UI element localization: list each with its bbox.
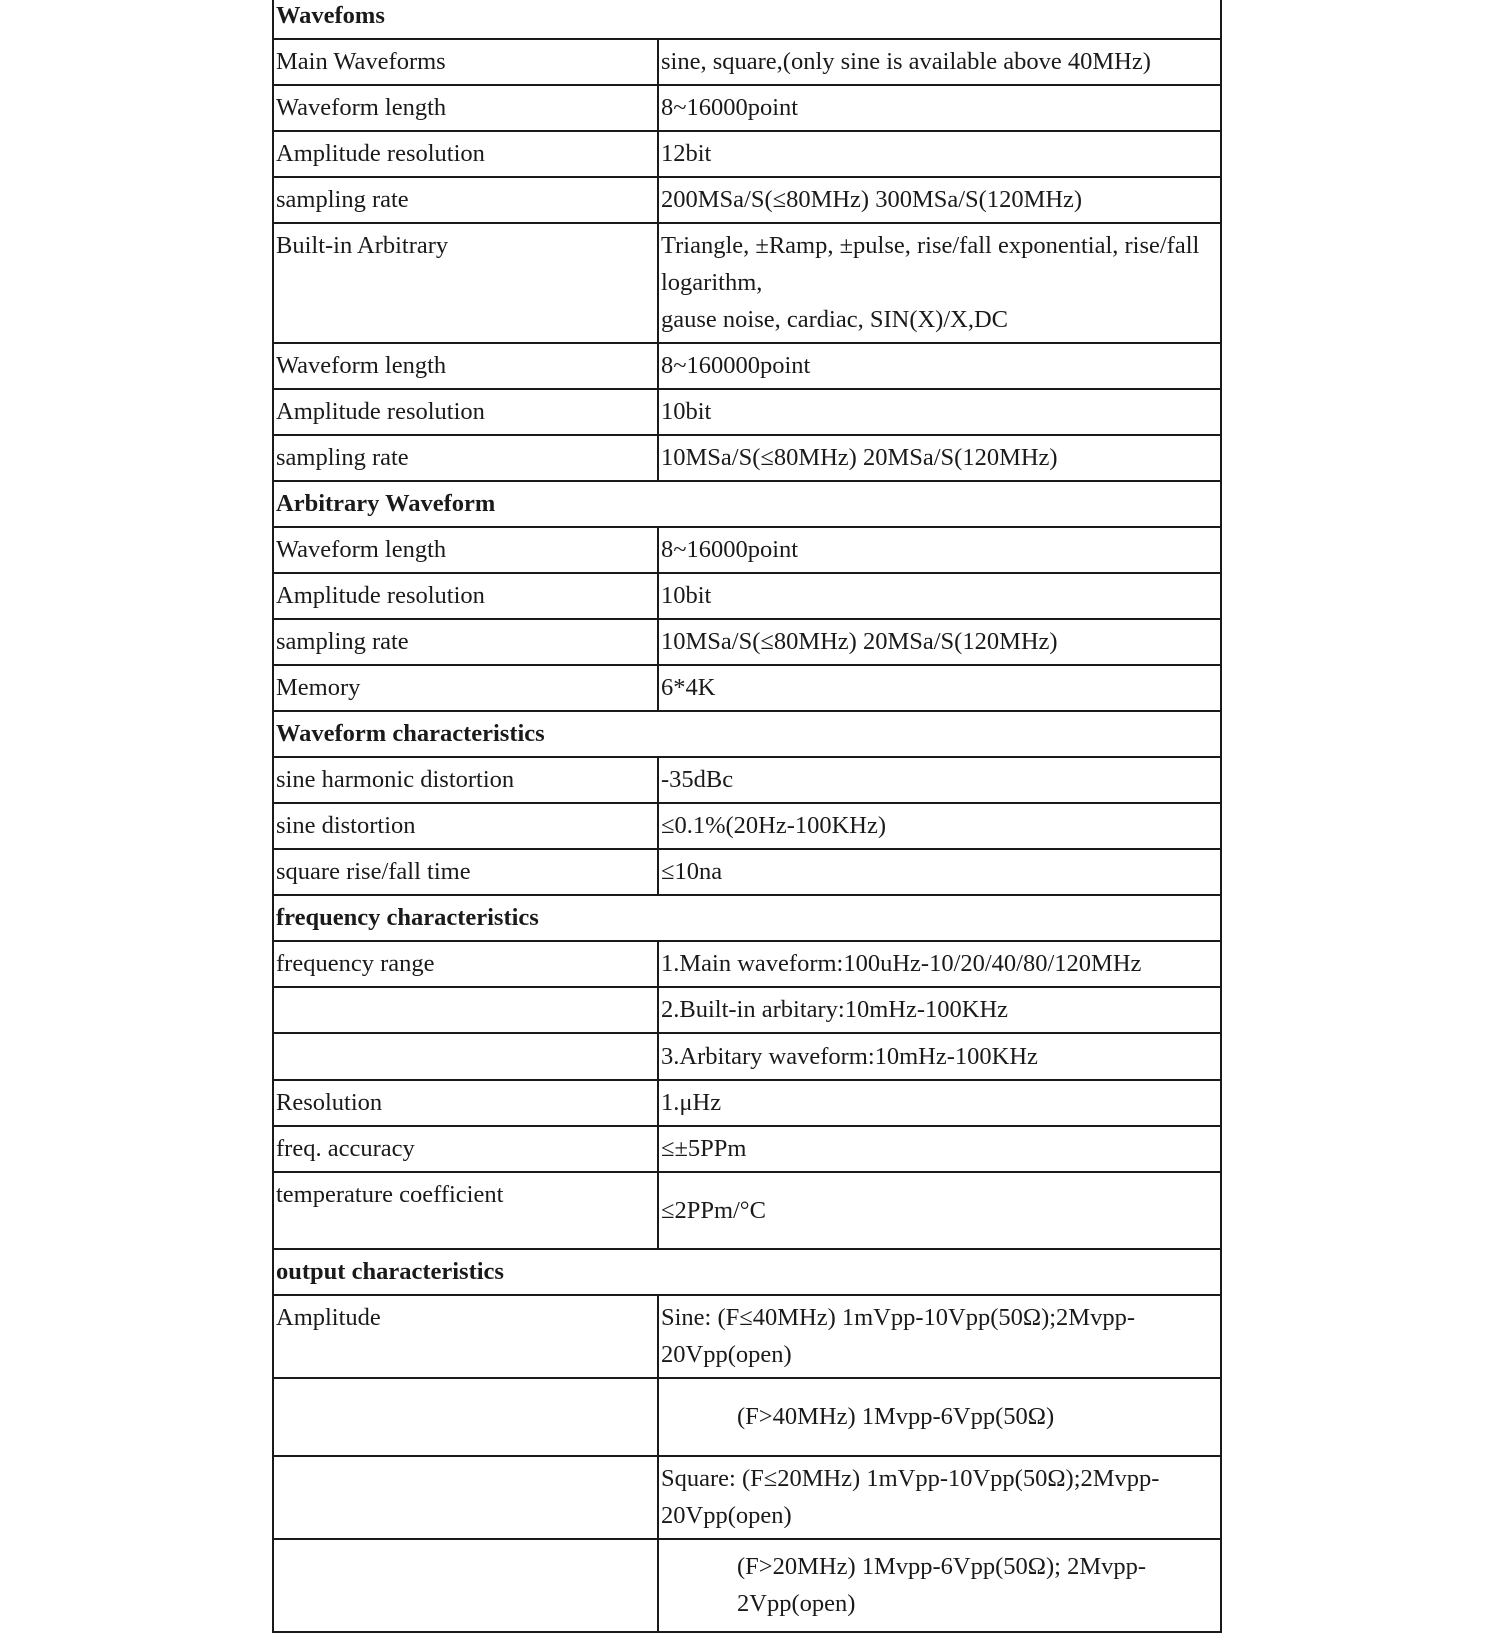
spec-row xyxy=(273,665,1221,711)
spec-row xyxy=(273,1378,1221,1456)
spec-label xyxy=(273,1456,658,1539)
spec-label: Amplitude xyxy=(273,1295,658,1378)
spec-value-line: 3.Arbitary waveform:10mHz-100KHz xyxy=(661,1042,1038,1070)
section-title: Waveform characteristics xyxy=(273,711,1221,757)
spec-value-line: 8~16000point xyxy=(661,536,799,563)
spec-row xyxy=(273,1126,1221,1172)
spec-value xyxy=(658,343,1221,389)
spec-value-line: 20Vpp(open) xyxy=(661,1341,792,1368)
spec-value xyxy=(658,39,1221,85)
spec-value xyxy=(658,849,1221,895)
spec-value xyxy=(658,619,1221,665)
spec-label: square rise/fall time xyxy=(273,849,658,895)
spec-label: temperature coefficient xyxy=(273,1172,658,1249)
spec-label: Waveform length xyxy=(273,343,658,389)
spec-value-line: (F>40MHz) 1Mvpp-6Vpp(50Ω) xyxy=(737,1403,1055,1430)
spec-row xyxy=(273,941,1221,987)
spec-value xyxy=(658,757,1221,803)
spec-value-line: (F>20MHz) 1Mvpp-6Vpp(50Ω); 2Mvpp- xyxy=(737,1553,1147,1580)
section-title: frequency characteristics xyxy=(273,895,1221,941)
spec-row xyxy=(273,389,1221,435)
spec-label: freq. accuracy xyxy=(273,1126,658,1172)
spec-value xyxy=(658,803,1221,849)
spec-row xyxy=(273,343,1221,389)
spec-value-line: 8~160000point xyxy=(661,352,811,379)
spec-label xyxy=(273,1033,658,1080)
spec-label: Amplitude resolution xyxy=(273,131,658,177)
spec-label: Built-in Arbitrary xyxy=(273,223,658,343)
spec-value xyxy=(658,1295,1221,1378)
spec-label: sine harmonic distortion xyxy=(273,757,658,803)
spec-value-line: 2Vpp(open) xyxy=(737,1590,856,1617)
spec-value xyxy=(658,1456,1221,1539)
spec-row xyxy=(273,987,1221,1033)
spec-label xyxy=(273,1378,658,1456)
spec-value xyxy=(658,1033,1221,1080)
spec-value xyxy=(658,1172,1221,1249)
spec-table xyxy=(272,0,1222,1633)
spec-label: frequency range xyxy=(273,941,658,987)
spec-value-line: Sine: (F≤40MHz) 1mVpp-10Vpp(50Ω);2Mvpp- xyxy=(661,1304,1135,1331)
spec-label: Waveform length xyxy=(273,527,658,573)
spec-label: sine distortion xyxy=(273,803,658,849)
spec-value-line: 10MSa/S(≤80MHz) 20MSa/S(120MHz) xyxy=(661,444,1058,471)
spec-value-line: -35dBc xyxy=(661,766,734,793)
spec-value-line: 10bit xyxy=(661,582,712,609)
spec-value-line: 20Vpp(open) xyxy=(661,1502,792,1529)
spec-label: Waveform length xyxy=(273,85,658,131)
spec-row xyxy=(273,1456,1221,1539)
spec-table-body xyxy=(273,0,1221,1632)
spec-label xyxy=(273,1539,658,1632)
spec-value-line: 1.Main waveform:100uHz-10/20/40/80/120MHz xyxy=(661,950,1142,977)
spec-value-line: 1.μHz xyxy=(661,1089,722,1116)
spec-row xyxy=(273,177,1221,223)
spec-value-line: sine, square,(only sine is available above 40MHz) xyxy=(661,48,1151,75)
spec-row xyxy=(273,1033,1221,1080)
spec-row xyxy=(273,757,1221,803)
spec-label: Memory xyxy=(273,665,658,711)
section-title: output characteristics xyxy=(273,1249,1221,1295)
spec-row xyxy=(273,131,1221,177)
spec-value xyxy=(658,573,1221,619)
spec-value xyxy=(658,1378,1221,1456)
spec-value xyxy=(658,177,1221,223)
spec-label: Main Waveforms xyxy=(273,39,658,85)
spec-row xyxy=(273,803,1221,849)
spec-value-line: 6*4K xyxy=(661,674,716,701)
section-title: Wavefoms xyxy=(273,0,1221,39)
spec-row xyxy=(273,1539,1221,1632)
spec-row xyxy=(273,1295,1221,1378)
spec-label: Amplitude resolution xyxy=(273,573,658,619)
spec-value-line: logarithm, xyxy=(661,269,763,296)
spec-value-line: 10bit xyxy=(661,398,712,425)
spec-value-line: ≤0.1%(20Hz-100KHz) xyxy=(661,812,887,839)
spec-value xyxy=(658,131,1221,177)
spec-value xyxy=(658,389,1221,435)
section-header-row xyxy=(273,895,1221,941)
section-header-row xyxy=(273,711,1221,757)
spec-value-line: ≤±5PPm xyxy=(661,1135,747,1162)
spec-value-line: ≤2PPm/°C xyxy=(661,1196,766,1224)
spec-row xyxy=(273,527,1221,573)
spec-value-line: Square: (F≤20MHz) 1mVpp-10Vpp(50Ω);2Mvpp- xyxy=(661,1465,1160,1492)
spec-label: sampling rate xyxy=(273,435,658,481)
spec-value-line: Triangle, ±Ramp, ±pulse, rise/fall exponential, rise/fall xyxy=(661,232,1200,259)
section-header-row xyxy=(273,481,1221,527)
spec-value xyxy=(658,1539,1221,1632)
spec-value-line: 12bit xyxy=(661,140,712,167)
spec-row xyxy=(273,435,1221,481)
spec-label: sampling rate xyxy=(273,177,658,223)
spec-label: Resolution xyxy=(273,1080,658,1126)
spec-value xyxy=(658,527,1221,573)
spec-row xyxy=(273,85,1221,131)
section-header-row xyxy=(273,1249,1221,1295)
spec-value xyxy=(658,435,1221,481)
spec-value xyxy=(658,941,1221,987)
spec-value-line: gause noise, cardiac, SIN(X)/X,DC xyxy=(661,306,1008,333)
spec-row xyxy=(273,1080,1221,1126)
spec-row xyxy=(273,39,1221,85)
spec-label: sampling rate xyxy=(273,619,658,665)
spec-label xyxy=(273,987,658,1033)
spec-row xyxy=(273,849,1221,895)
spec-value xyxy=(658,1080,1221,1126)
spec-value xyxy=(658,223,1221,343)
section-title: Arbitrary Waveform xyxy=(273,481,1221,527)
spec-row xyxy=(273,619,1221,665)
spec-value xyxy=(658,665,1221,711)
spec-value-line: 8~16000point xyxy=(661,94,799,121)
spec-row xyxy=(273,573,1221,619)
spec-value xyxy=(658,987,1221,1033)
spec-value-line: ≤10na xyxy=(661,858,723,885)
spec-row xyxy=(273,1172,1221,1249)
spec-value-line: 2.Built-in arbitary:10mHz-100KHz xyxy=(661,996,1009,1023)
spec-value xyxy=(658,1126,1221,1172)
spec-row xyxy=(273,223,1221,343)
spec-value xyxy=(658,85,1221,131)
spec-label: Amplitude resolution xyxy=(273,389,658,435)
spec-value-line: 200MSa/S(≤80MHz) 300MSa/S(120MHz) xyxy=(661,186,1083,213)
section-header-row xyxy=(273,0,1221,39)
spec-value-line: 10MSa/S(≤80MHz) 20MSa/S(120MHz) xyxy=(661,628,1058,655)
